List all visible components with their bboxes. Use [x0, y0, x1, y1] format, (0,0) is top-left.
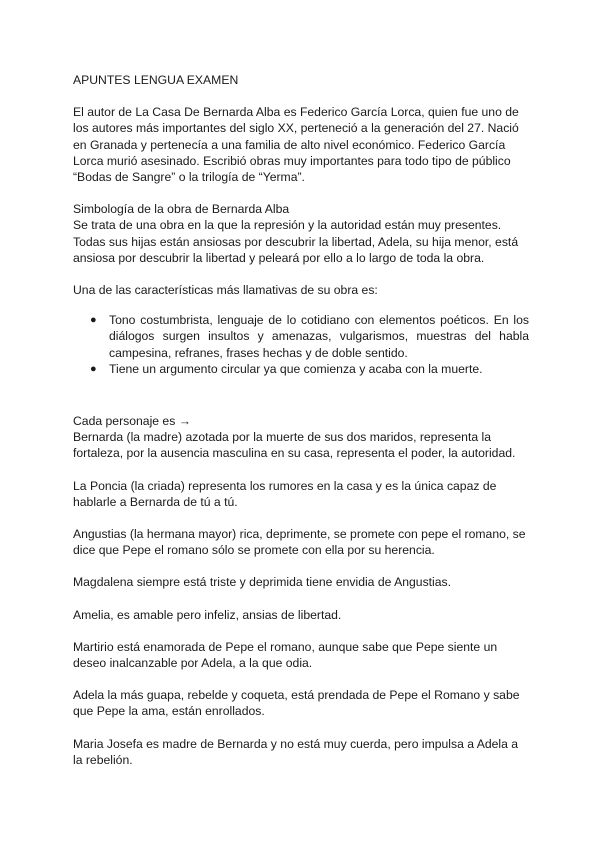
feature-text: Tiene un argumento circular ya que comienza y acaba con la muerte. — [109, 361, 483, 376]
character-paragraph: La Poncia (la criada) representa los rumores en la casa y es la única capaz de hablarle a Bernarda de tú a tú. — [73, 478, 497, 509]
character-paragraph: Martirio está enamorada de Pepe el romano, aunque sabe que Pepe siente un deseo inalcanzable por Adela, a la que odia. — [73, 639, 498, 671]
character-paragraph: Magdalena siempre está triste y deprimida tiene envidia de Angustias. — [73, 575, 452, 590]
features-intro: Una de las características más llamativas de su obra es: — [73, 283, 378, 298]
character-paragraph: Maria Josefa es madre de Bernarda y no está muy cuerda, pero impulsa a Adela a la rebelión. — [73, 736, 519, 767]
character-paragraph: Angustias (la hermana mayor) rica, deprimente, se promete con pepe el romano, se dice que Pepe el romano sólo se promete con ella por su herencia. — [73, 527, 526, 558]
list-item — [90, 312, 529, 361]
bullet-icon: ● — [90, 362, 97, 375]
character-paragraph: Bernarda (la madre) azotada por la muerte de sus dos maridos, representa la fortaleza, por la ausencia masculina en su casa, representa el poder, la autoridad. — [73, 430, 516, 461]
symbology-paragraph: Se trata de una obra en la que la represión y la autoridad están muy presentes. Todas sus hijas están ansiosas por descubrir la libertad, Adela, su hija menor, está ansiosa por descubrir la libertad y peleará por ello a lo largo de toda la obra. — [73, 218, 519, 265]
document-title: APUNTES LENGUA EXAMEN — [73, 73, 239, 87]
character-paragraph: Amelia, es amable pero infeliz, ansias de libertad. — [73, 607, 342, 622]
list-item — [90, 361, 529, 377]
feature-text: Tono costumbrista, lenguaje de lo cotidiano con elementos poéticos. En los diálogos surgen insultos y amenazas, vulgarismos, muestras del habla campesina, refranes, frases hechas y de doble sentido. — [109, 313, 529, 360]
document-body — [73, 72, 529, 768]
features-list — [73, 312, 529, 377]
intro-paragraph: El autor de La Casa De Bernarda Alba es Federico García Lorca, quien fue uno de los autores más importantes del siglo XX, perteneció a la generación del 27. Nació en Granada y pertenecía a una familia de alto nivel económico. Federico García Lorca murió asesinado. Escribió obras muy importantes para todo tipo de público “Bodas de Sangre” o la trilogía de “Yerma”. — [73, 105, 519, 185]
symbology-heading: Simbología de la obra de Bernarda Alba — [73, 202, 290, 217]
bullet-icon: ● — [90, 314, 97, 327]
characters-heading: Cada personaje es → — [73, 414, 191, 429]
character-paragraph: Adela la más guapa, rebelde y coqueta, está prendada de Pepe el Romano y sabe que Pepe la ama, están enrollados. — [73, 688, 520, 719]
